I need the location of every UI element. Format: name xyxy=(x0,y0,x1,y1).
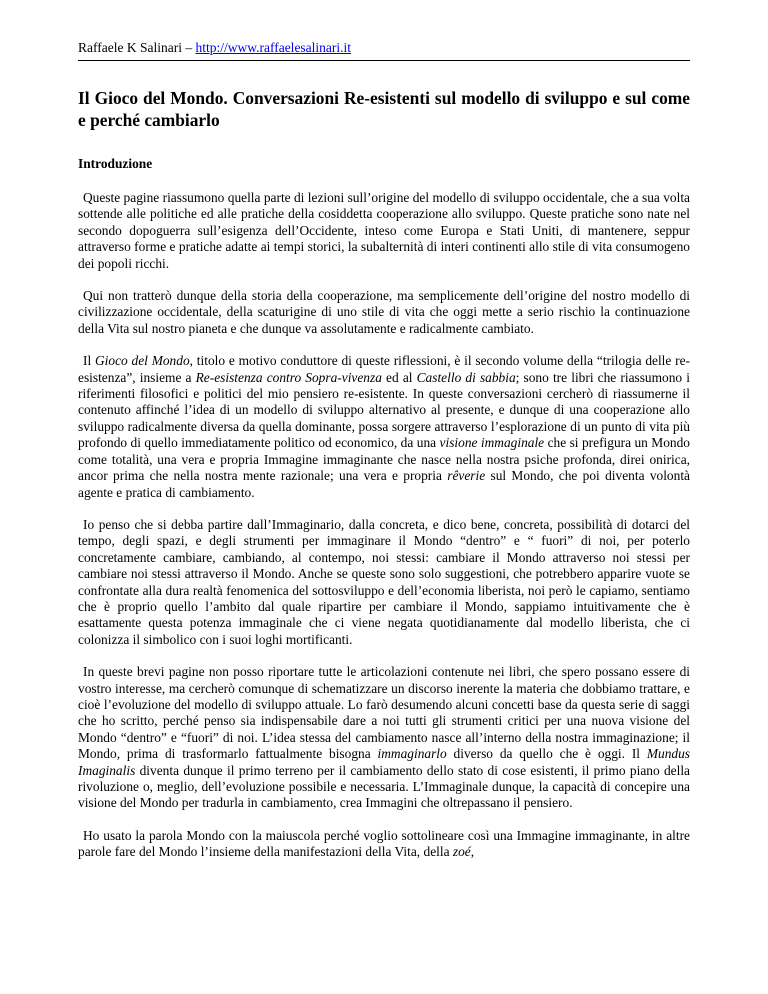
p3-title-gioco-del-mondo: Gioco del Mondo xyxy=(95,353,190,369)
section-heading: Introduzione xyxy=(78,156,153,171)
p3-text-e: ed al xyxy=(381,369,417,385)
p5-text-e: diventa dunque il primo terreno per il cambiamento dello stato di cose esistenti, il primo piano della rivoluzione o, meglio, dell’evoluzione possibile e necessaria. L’Immaginale dunque, la capacità di concepire una visione del Mondo per tradurla in cambiamento, crea Immagini che oltrepassano il pensiero. xyxy=(78,762,690,811)
p6-term-zoe: zoé xyxy=(452,844,471,860)
header-rule xyxy=(78,60,690,61)
document-title: Il Gioco del Mondo. Conversazioni Re-esistenti sul modello di sviluppo e sul come e perché cambiarlo xyxy=(78,88,690,130)
paragraph-5 xyxy=(78,664,690,812)
p3-term-visione-immaginale: visione immaginale xyxy=(439,435,545,451)
p6-text-c: , xyxy=(470,844,475,860)
p3-title-re-esistenza: Re-esistenza contro Sopra-vivenza xyxy=(195,369,382,385)
header-author: Raffaele K Salinari xyxy=(78,40,182,55)
page-header xyxy=(78,40,351,56)
p3-text-i: che si prefigura un Mondo come totalità, una vera e propria Immagine immaginante che nasce nella nostra psiche profonda, direi onirica, ancor prima che nella nostra mente razionale; una vera e propria xyxy=(78,435,690,484)
p5-text-c: diverso da quello che è oggi. Il xyxy=(446,746,647,762)
paragraph-3 xyxy=(78,353,690,501)
header-separator: – xyxy=(181,40,196,55)
paragraph-6 xyxy=(78,828,690,861)
paragraph-1: Queste pagine riassumono quella parte di lezioni sull’origine del modello di sviluppo occidentale, che a sua volta sottende alle politiche ed alle pratiche della cosiddetta cooperazione allo sviluppo. Queste pratiche sono nate nel secondo dopoguerra sull’esigenza dell’Occidente, inteso come Europa e Stati Uniti, di mantenere, seppur attraverso forme e pratiche adatte ai tempi storici, la subalternità di interi continenti allo stile di vita consumogeno dei popoli ricchi. xyxy=(78,190,690,271)
header-website-link[interactable]: http://www.raffaelesalinari.it xyxy=(195,40,352,55)
p6-text-a: Ho usato la parola Mondo con la maiuscola perché voglio sottolineare così una Immagine immaginante, in altre parole fare del Mondo l’insieme della manifestazioni della Vita, della xyxy=(78,827,690,860)
p5-text-a: In queste brevi pagine non posso riportare tutte le articolazioni contenute nei libri, che spero possano essere di vostro interesse, ma cercherò comunque di schematizzare un discorso inerente la materia che dobbiamo trattare, e cioè l’evoluzione del modello di sviluppo attuale. Lo farò desumendo alcuni concetti base da questa serie di saggi che ho scritto, perché penso sia indispensabile dare a noi tutti gli strumenti critici per una nuova visione del Mondo “dentro” e “fuori” di noi. L’idea stessa del cambiamento nasce all’interno della nostra immaginazione; il Mondo, prima di trasformarlo fattualmente bisogna xyxy=(78,664,690,762)
p5-term-mundus-imaginalis: Mundus Imaginalis xyxy=(78,746,691,778)
p3-text-c: , titolo e motivo conduttore di queste riflessioni, è il secondo volume della “trilogia delle re-esistenza”, insieme a xyxy=(78,353,691,385)
p3-text-a: Il xyxy=(83,353,95,369)
paragraph-2: Qui non tratterò dunque della storia della cooperazione, ma semplicemente dell’origine del nostro modello di civilizzazione occidentale, della scaturigine di uno stile di vita che oggi mette a serio rischio la continuazione della Vita sul nostro pianeta e che dunque va assolutamente e radicalmente cambiato. xyxy=(78,288,690,336)
p3-term-reverie: rêverie xyxy=(447,468,486,484)
p3-title-castello: Castello di sabbia xyxy=(416,369,516,385)
p5-term-immaginarlo: immaginarlo xyxy=(377,746,447,762)
p3-text-k: sul Mondo, che poi diventa volontà agente e pratica di cambiamento. xyxy=(78,468,690,500)
document-body xyxy=(78,88,690,861)
paragraph-4: Io penso che si debba partire dall’Immaginario, dalla concreta, e dico bene, concreta, possibilità di dotarci del tempo, degli spazi, e degli strumenti per immaginare il Mondo “dentro” e “ fuori” di noi, per poterlo concretamente cambiare, cambiando, al contempo, noi stessi: cambiare il Mondo attraverso noi stessi per cambiare noi stessi attraverso il Mondo. Anche se queste sono solo suggestioni, che potrebbero apparire vuote se confrontate alla dura realtà fenomenica del sottosviluppo e dell’economia liberista, noi però le capiamo, sentiamo che è proprio quello l’ambito dal quale ripartire per cambiare il Mondo, sappiamo intuitivamente che è esattamente questa potenza immaginale che ci viene negata quotidianamente dal modello liberista, che ci colonizza il simbolico con i suoi loghi mortificanti. xyxy=(78,516,690,647)
p3-text-g: ; sono tre libri che riassumono i riferimenti filosofici e politici del mio pensiero re-esistente. In queste conversazioni cercherò di riassumerne il contenuto affinché l’idea di un modello di sviluppo alternativo al presente, e dunque di una cooperazione allo sviluppo radicalmente diversa da quella dominante, possa sorgere attraverso l’esplorazione di un punto di vita più profondo di quello immediatamente politico od economico, da una xyxy=(78,369,690,451)
